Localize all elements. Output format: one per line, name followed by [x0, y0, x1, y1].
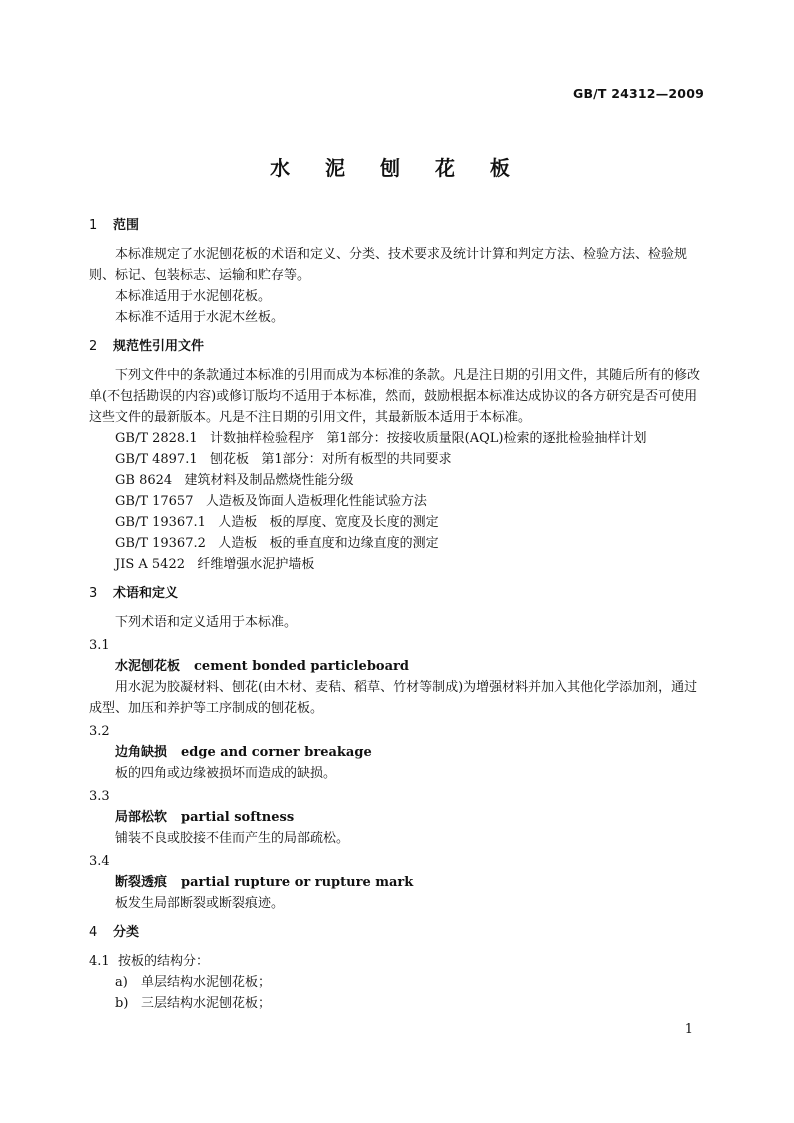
term-definition: 铺装不良或胶接不佳而产生的局部疏松。	[115, 831, 350, 846]
paragraph: 下列文件中的条款通过本标准的引用而成为本标准的条款。凡是注日期的引用文件，其随后所有的修改单(不包括勘误的内容)或修订版均不适用于本标准，然而，鼓励根据本标准达成协议的各方研究是否可使用这些文件的最新版本。凡是不注日期的引用文件，其最新版本适用于本标准。	[89, 368, 701, 425]
section-number: 4	[89, 925, 98, 940]
clause-number: 4.1	[89, 954, 110, 969]
term-definition: 板发生局部断裂或断裂痕迹。	[115, 896, 285, 911]
clause-number: 3.1	[89, 638, 110, 653]
section-heading-1	[89, 216, 705, 236]
term-entry	[115, 656, 705, 677]
reference-item: GB/T 19367.1 人造板 板的厚度、宽度及长度的测定	[115, 515, 439, 530]
reference-item: GB/T 17657 人造板及饰面人造板理化性能试验方法	[115, 494, 427, 509]
reference-item: GB/T 4897.1 刨花板 第1部分：对所有板型的共同要求	[115, 452, 452, 467]
standard-number: GB/T 24312—2009	[572, 86, 704, 101]
term-zh: 局部松软	[115, 810, 168, 825]
section-title: 范围	[113, 218, 140, 233]
term-entry	[115, 872, 705, 893]
reference-item: JIS A 5422 纤维增强水泥护墙板	[115, 557, 315, 572]
term-entry	[115, 807, 705, 828]
term-en: edge and corner breakage	[181, 745, 372, 760]
document-title: 水 泥 刨 花 板	[270, 156, 524, 180]
reference-item: GB 8624 建筑材料及制品燃烧性能分级	[115, 473, 354, 488]
section-number: 1	[89, 218, 98, 233]
paragraph: 本标准适用于水泥刨花板。	[115, 289, 272, 304]
document-body	[89, 216, 705, 1014]
term-zh: 水泥刨花板	[115, 659, 181, 674]
term-definition: 板的四角或边缘被损坏而造成的缺损。	[115, 766, 337, 781]
reference-item: GB/T 2828.1 计数抽样检验程序 第1部分：按接收质量限(AQL)检索的逐批检验抽样计划	[115, 431, 647, 446]
page-number: 1	[684, 1022, 693, 1037]
section-number: 3	[89, 586, 98, 601]
section-heading-4	[89, 923, 705, 943]
list-label: a)	[115, 975, 128, 990]
list-item	[115, 993, 705, 1014]
term-zh: 边角缺损	[115, 745, 168, 760]
term-en: cement bonded particleboard	[194, 659, 409, 674]
clause-number: 3.4	[89, 854, 110, 869]
term-zh: 断裂透痕	[115, 875, 168, 890]
paragraph: 本标准规定了水泥刨花板的术语和定义、分类、技术要求及统计计算和判定方法、检验方法、检验规则、标记、包装标志、运输和贮存等。	[89, 247, 688, 283]
term-entry	[115, 742, 705, 763]
section-heading-3	[89, 584, 705, 604]
section-title: 术语和定义	[113, 586, 179, 601]
clause-text: 按板的结构分：	[117, 954, 209, 969]
section-number: 2	[89, 339, 98, 354]
paragraph: 下列术语和定义适用于本标准。	[115, 615, 298, 630]
term-en: partial softness	[181, 810, 295, 825]
list-text: 单层结构水泥刨花板；	[141, 975, 272, 990]
clause-number: 3.2	[89, 724, 110, 739]
section-title: 规范性引用文件	[113, 339, 205, 354]
list-label: b)	[115, 996, 129, 1011]
paragraph: 本标准不适用于水泥木丝板。	[115, 310, 285, 325]
list-text: 三层结构水泥刨花板；	[141, 996, 272, 1011]
clause-number: 3.3	[89, 789, 110, 804]
section-title: 分类	[113, 925, 140, 940]
sub-clause	[89, 951, 705, 972]
reference-item: GB/T 19367.2 人造板 板的垂直度和边缘直度的测定	[115, 536, 439, 551]
list-item	[115, 972, 705, 993]
section-heading-2	[89, 337, 705, 357]
term-definition: 用水泥为胶凝材料、刨花(由木材、麦秸、稻草、竹材等制成)为增强材料并加入其他化学添加剂，通过成型、加压和养护等工序制成的刨花板。	[89, 680, 698, 716]
term-en: partial rupture or rupture mark	[181, 875, 414, 890]
